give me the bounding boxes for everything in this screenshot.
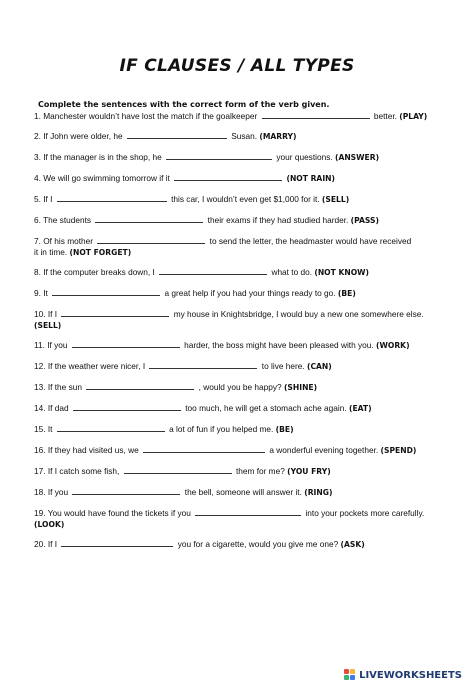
exercise-item bbox=[34, 110, 458, 123]
answer-blank[interactable] bbox=[174, 172, 282, 181]
verb-hint: (NOT RAIN) bbox=[286, 174, 335, 183]
answer-blank[interactable] bbox=[262, 110, 370, 119]
verb-hint: (ANSWER) bbox=[334, 153, 380, 162]
verb-hint: (BE) bbox=[337, 289, 356, 298]
answer-blank[interactable] bbox=[61, 538, 173, 547]
verb-hint: (PLAY) bbox=[399, 112, 428, 121]
exercise-item bbox=[34, 360, 458, 373]
exercise-item bbox=[34, 538, 458, 551]
item-text: 12. If the weather were nicer, I bbox=[34, 361, 146, 371]
item-text: 14. If dad bbox=[34, 403, 69, 413]
verb-hint: (WORK) bbox=[376, 341, 410, 350]
exercise-item bbox=[34, 172, 458, 185]
verb-hint: (YOU FRY) bbox=[287, 467, 331, 476]
exercise-item bbox=[34, 381, 458, 394]
verb-hint: (MARRY) bbox=[259, 132, 297, 141]
item-text: 8. If the computer breaks down, I bbox=[34, 267, 155, 277]
verb-hint: (CAN) bbox=[306, 362, 332, 371]
item-text: you for a cigarette, would you give me one? bbox=[177, 539, 339, 549]
item-text: their exams if they had studied harder. bbox=[207, 215, 349, 225]
page-title: IF CLAUSES / ALL TYPES bbox=[119, 56, 355, 76]
verb-hint: (RING) bbox=[304, 488, 333, 497]
exercise-item bbox=[34, 193, 458, 206]
instructions: Complete the sentences with the correct form of the verb given. bbox=[38, 100, 330, 109]
exercise-item bbox=[34, 423, 458, 436]
brand-name: LIVEWORKSHEETS bbox=[359, 669, 462, 681]
item-text: , would you be happy? bbox=[198, 382, 282, 392]
answer-blank[interactable] bbox=[52, 287, 160, 296]
answer-blank[interactable] bbox=[195, 507, 301, 516]
exercise-item bbox=[34, 235, 458, 258]
verb-hint: (NOT FORGET) bbox=[69, 247, 132, 257]
item-text: 7. Of his mother bbox=[34, 236, 94, 246]
item-text: too much, he will get a stomach ache again. bbox=[185, 403, 347, 413]
item-text: a great help if you had your things ready to go. bbox=[164, 288, 336, 298]
item-text: harder, the boss might have been pleased with you. bbox=[184, 340, 374, 350]
item-text: a wonderful evening together. bbox=[269, 445, 379, 455]
item-text: 19. You would have found the tickets if you bbox=[34, 508, 191, 518]
answer-blank[interactable] bbox=[86, 381, 194, 390]
verb-hint: (SHINE) bbox=[283, 383, 318, 392]
exercise-item bbox=[34, 308, 458, 331]
exercise-item bbox=[34, 486, 458, 499]
item-text: 9. It bbox=[34, 288, 48, 298]
answer-blank[interactable] bbox=[159, 266, 267, 275]
verb-hint: (SPEND) bbox=[380, 446, 417, 455]
verb-hint: (SELL) bbox=[34, 320, 62, 330]
exercise-item bbox=[34, 130, 458, 143]
item-text: 1. Manchester wouldn’t have lost the match if the goalkeeper bbox=[34, 111, 258, 121]
item-text: what to do. bbox=[271, 267, 313, 277]
answer-blank[interactable] bbox=[72, 486, 180, 495]
verb-hint: (PASS) bbox=[350, 216, 379, 225]
item-text: 4. We will go swimming tomorrow if it bbox=[34, 173, 170, 183]
answer-blank[interactable] bbox=[149, 360, 257, 369]
item-text: 2. If John were older, he bbox=[34, 131, 123, 141]
item-text: a lot of fun if you helped me. bbox=[169, 424, 274, 434]
item-text: 18. If you bbox=[34, 487, 69, 497]
verb-hint: (LOOK) bbox=[34, 519, 65, 529]
item-text: them for me? bbox=[235, 466, 285, 476]
verb-hint: (SELL) bbox=[321, 195, 350, 204]
item-text: the bell, someone will answer it. bbox=[184, 487, 302, 497]
answer-blank[interactable] bbox=[57, 193, 167, 202]
answer-blank[interactable] bbox=[166, 151, 272, 160]
item-text: into your pockets more carefully. bbox=[305, 508, 425, 518]
item-text: 11. If you bbox=[34, 340, 68, 350]
exercise-item bbox=[34, 465, 458, 478]
verb-hint: (BE) bbox=[275, 425, 294, 434]
item-text: 5. If I bbox=[34, 194, 53, 204]
answer-blank[interactable] bbox=[95, 214, 203, 223]
item-text: 16. If they had visited us, we bbox=[34, 445, 139, 455]
item-text: 3. If the manager is in the shop, he bbox=[34, 152, 162, 162]
item-text: to live here. bbox=[261, 361, 305, 371]
item-text: better. bbox=[373, 111, 397, 121]
exercise-item bbox=[34, 151, 458, 164]
exercise-item bbox=[34, 214, 458, 227]
exercise-item bbox=[34, 266, 458, 279]
item-text: 20. If I bbox=[34, 539, 58, 549]
exercise-item bbox=[34, 507, 458, 530]
item-text: your questions. bbox=[276, 152, 333, 162]
item-text: to send the letter, the headmaster would have received bbox=[209, 236, 412, 246]
item-text: this car, I wouldn’t even get $1,000 for it. bbox=[171, 194, 320, 204]
item-text: 15. It bbox=[34, 424, 53, 434]
answer-blank[interactable] bbox=[73, 402, 181, 411]
item-text: 17. If I catch some fish, bbox=[34, 466, 120, 476]
exercise-item bbox=[34, 402, 458, 415]
item-text: it in time. bbox=[34, 246, 68, 257]
item-text: 6. The students bbox=[34, 215, 92, 225]
answer-blank[interactable] bbox=[61, 308, 169, 317]
item-text: 13. If the sun bbox=[34, 382, 82, 392]
item-text: 10. If I bbox=[34, 309, 58, 319]
answer-blank[interactable] bbox=[124, 465, 232, 474]
verb-hint: (ASK) bbox=[340, 540, 365, 549]
exercise-item bbox=[34, 287, 458, 300]
liveworksheets-logo-icon bbox=[344, 669, 356, 681]
answer-blank[interactable] bbox=[127, 130, 227, 139]
answer-blank[interactable] bbox=[57, 423, 165, 432]
item-text: my house in Knightsbridge, I would buy a new one somewhere else. bbox=[173, 309, 424, 319]
answer-blank[interactable] bbox=[97, 235, 205, 244]
item-text: Susan. bbox=[231, 131, 258, 141]
verb-hint: (EAT) bbox=[348, 404, 372, 413]
verb-hint: (NOT KNOW) bbox=[314, 268, 370, 277]
answer-blank[interactable] bbox=[72, 339, 180, 348]
exercise-item bbox=[34, 339, 458, 352]
brand-footer bbox=[344, 669, 462, 681]
answer-blank[interactable] bbox=[143, 444, 265, 453]
exercise-item bbox=[34, 444, 458, 457]
